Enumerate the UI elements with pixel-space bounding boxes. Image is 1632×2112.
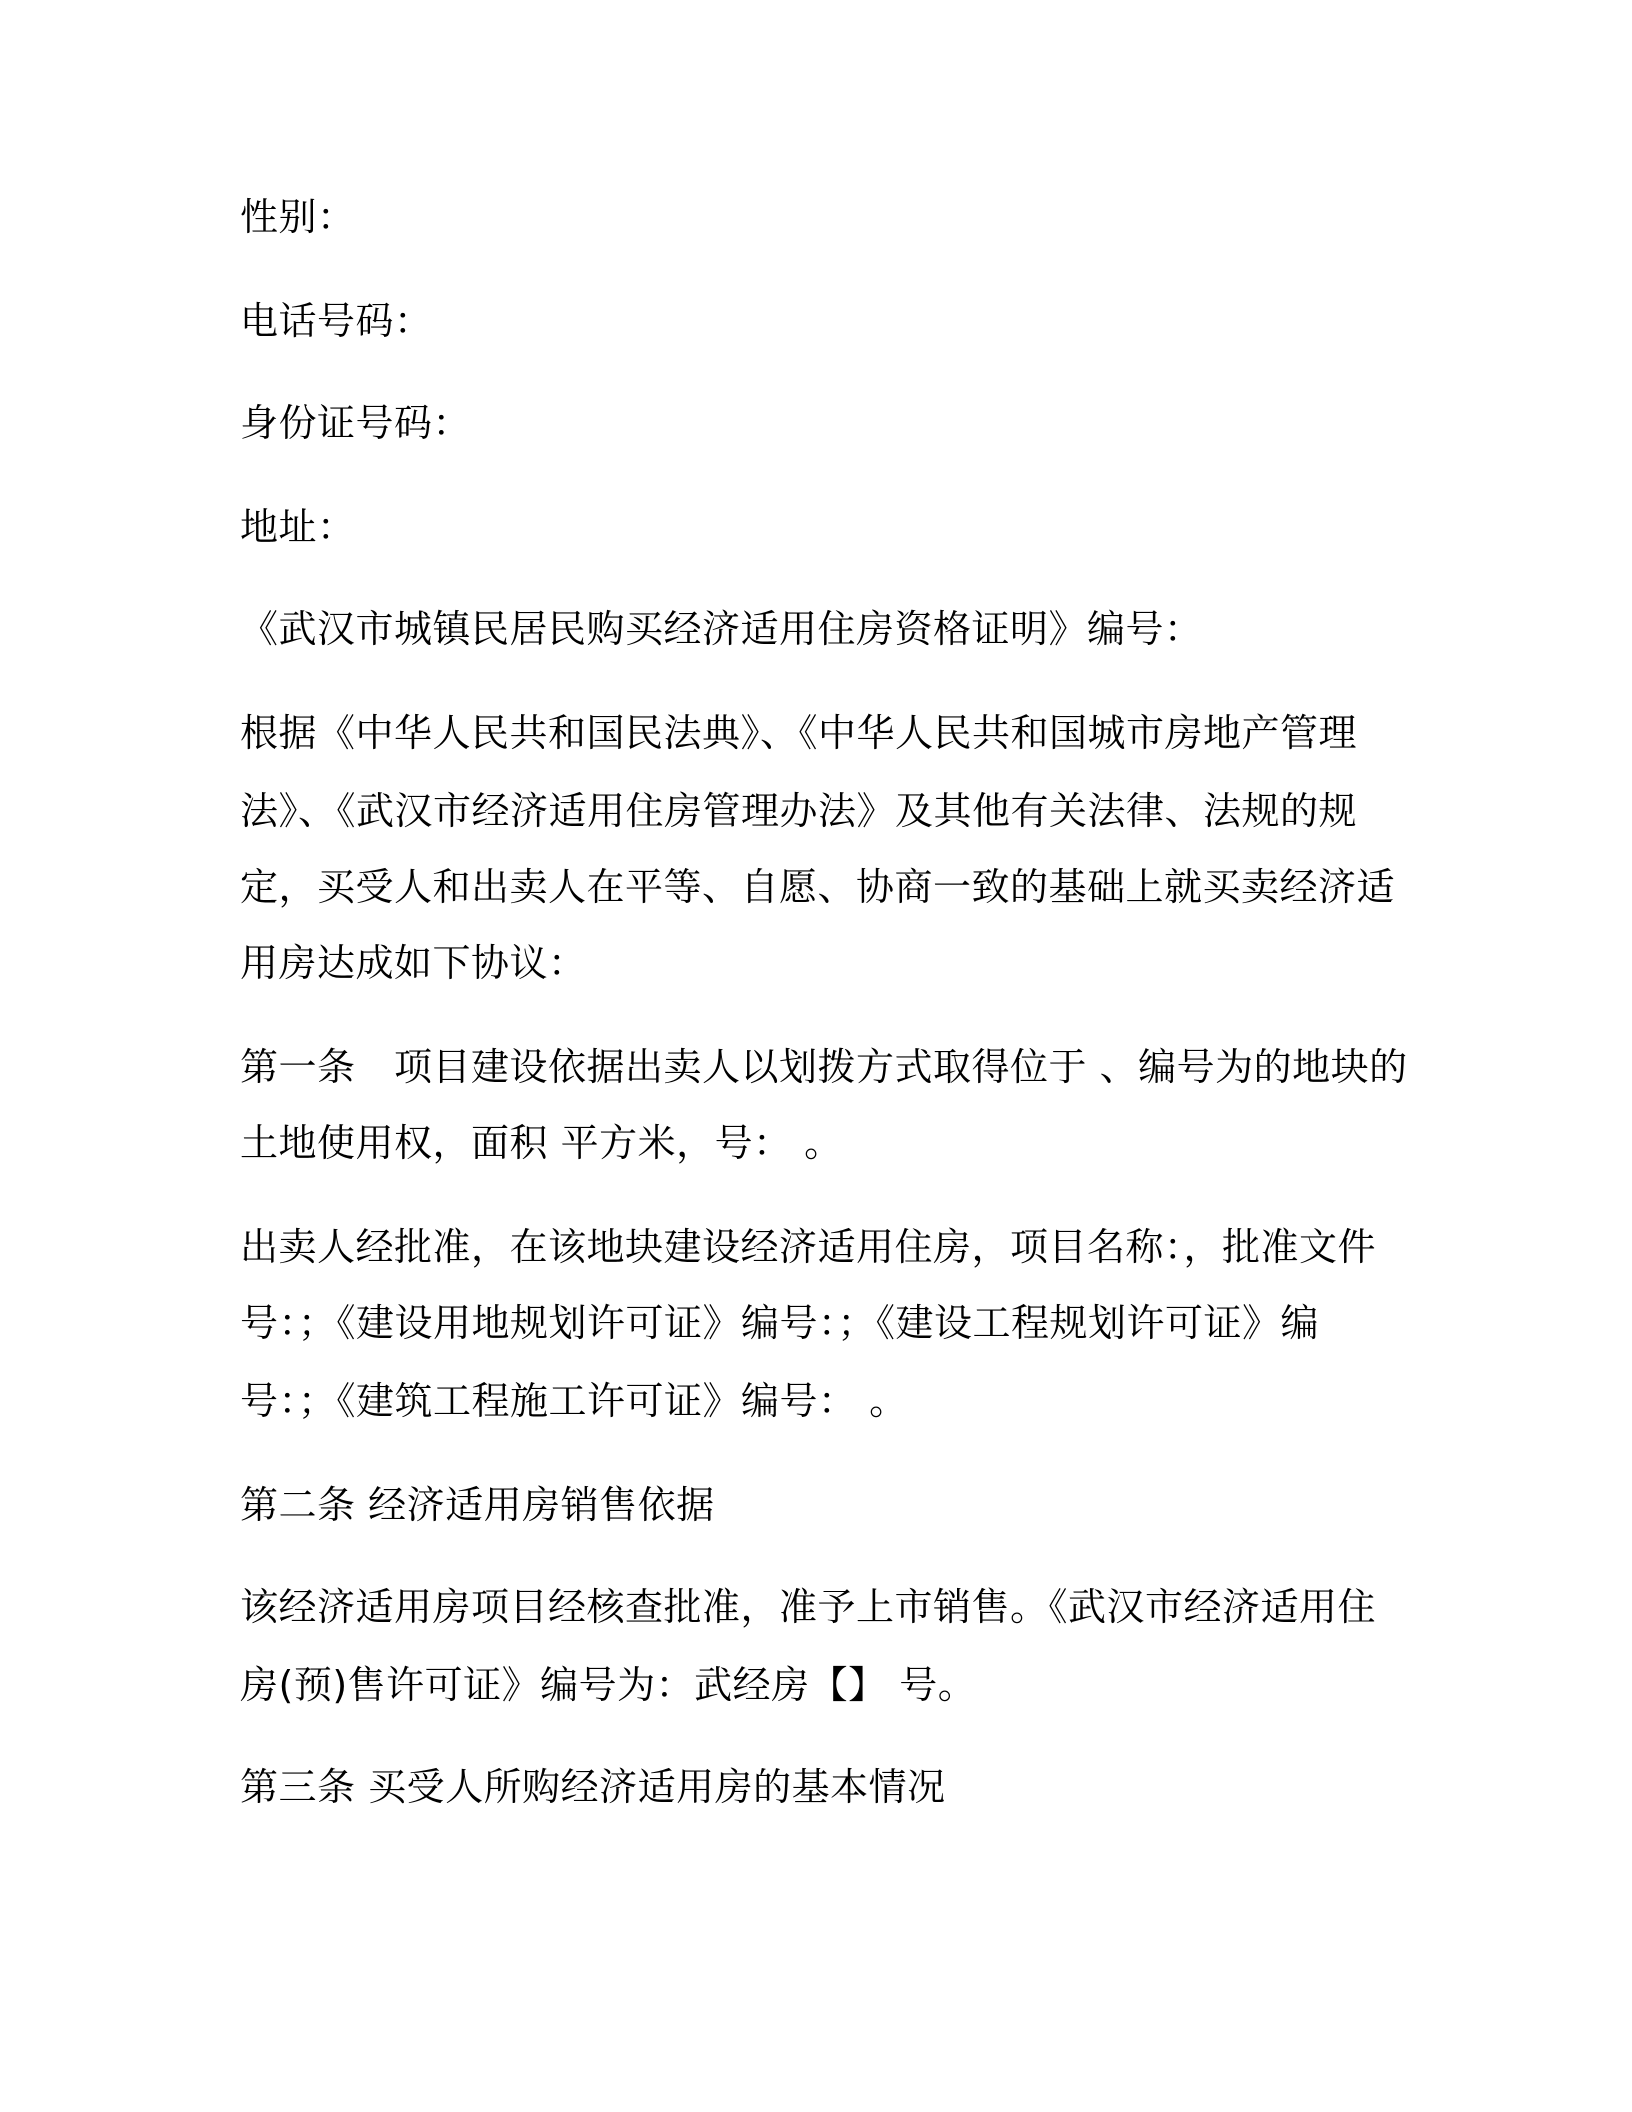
field-phone: 电话号码： [240,299,433,343]
field-address: 地址： [240,505,356,549]
article1b-line-2: 号：；《建设用地规划许可证》编号：；《建设工程规划许可证》编 [240,1301,1320,1345]
preamble-line-4: 用房达成如下协议： [240,941,587,985]
field-gender: 性别： [240,195,356,239]
article2-title: 第二条 经济适用房销售依据 [240,1483,715,1527]
article3-title: 第三条 买受人所购经济适用房的基本情况 [240,1765,946,1809]
article1b-line-3: 号：；《建筑工程施工许可证》编号： 。 [240,1379,908,1423]
article1-line-2: 土地使用权，面积 平方米，号： 。 [240,1121,843,1165]
preamble-line-2: 法》、《武汉市经济适用住房管理办法》及其他有关法律、法规的规 [240,789,1358,833]
preamble-line-1: 根据《中华人民共和国民法典》、《中华人民共和国城市房地产管理 [240,711,1358,755]
article2-line-2: 房(预)售许可证》编号为：武经房【】 号。 [240,1663,977,1707]
article2-line-1: 该经济适用房项目经核查批准，准予上市销售。《武汉市经济适用住 [240,1585,1377,1629]
certificate-line: 《武汉市城镇民居民购买经济适用住房资格证明》编号： [240,607,1203,651]
article1b-line-1: 出卖人经批准，在该地块建设经济适用住房，项目名称：，批准文件 [240,1225,1377,1269]
field-id-number: 身份证号码： [240,401,472,445]
article1-line-1: 第一条 项目建设依据出卖人以划拨方式取得位于 、编号为的地块的 [240,1045,1408,1089]
preamble-line-3: 定，买受人和出卖人在平等、自愿、协商一致的基础上就买卖经济适 [240,865,1396,909]
